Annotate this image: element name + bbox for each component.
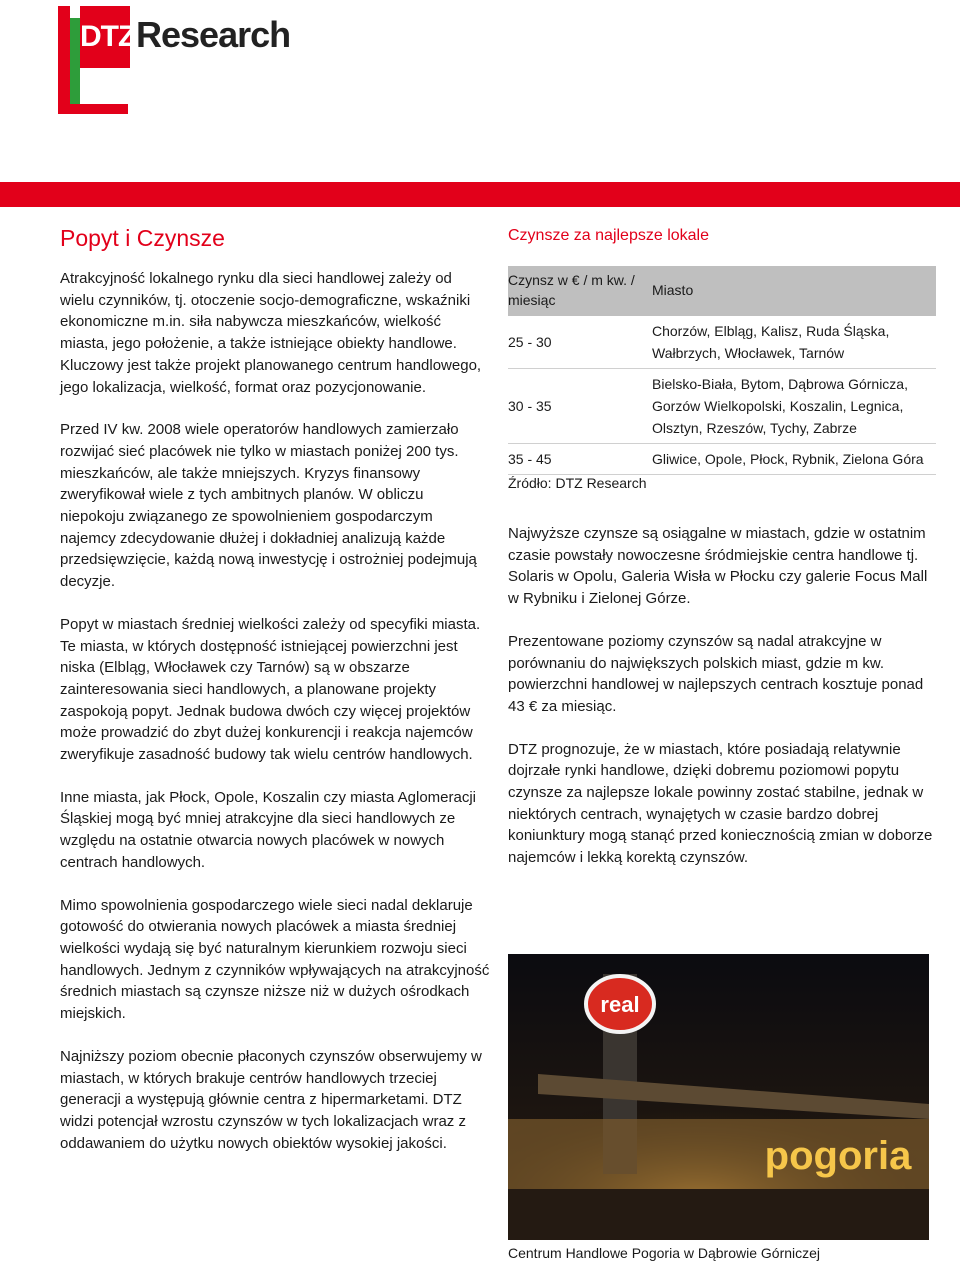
table-header-rent: Czynsz w € / m kw. / miesiąc — [508, 266, 652, 316]
logo-dtz-mark: DTZ — [80, 6, 130, 68]
paragraph: Przed IV kw. 2008 wiele operatorów handlowych zamierzało rozwijać sieć placówek nie tylko w miastach poniżej 200 tys. mieszkańców, ale także mniejszych. Kryzys finansowy zweryfikował wiele z tych ambitnych planów. W obliczu niepokoju związanego ze spowolnieniem gospodarczym najemcy zdecydowanie dłużej i dokładniej analizują każde przedsięwzięcie, każdą nową inwestycję i ostrożniej podejmują decyzje. — [60, 421, 477, 591]
table-source: Źródło: DTZ Research — [508, 475, 647, 491]
rent-range: 25 - 30 — [508, 316, 652, 369]
city-list: Bielsko-Biała, Bytom, Dąbrowa Górnicza, Gorzów Wielkopolski, Koszalin, Legnica, Olsztyn, Rzeszów, Tychy, Zabrze — [652, 369, 936, 444]
rent-table — [508, 266, 936, 475]
table-header-city: Miasto — [652, 266, 936, 316]
photo-pogoria-text: pogoria — [764, 1134, 912, 1178]
paragraph: Mimo spowolnienia gospodarczego wiele sieci nadal deklaruje gotowość do otwierania nowych placówek a miasta średniej wielkości wydają się być naturalnym kierunkiem rozwoju sieci handlowych. Jednym z czynników wpływających na atrakcyjność średnich miastach są czynsze niższe niż w dużych ośrodkach miejskich. — [60, 896, 490, 1023]
paragraph: Najwyższe czynsze są osiągalne w miastach, gdzie w ostatnim czasie powstały nowoczesne śródmiejskie centra handlowe tj. Solaris w Opolu, Galeria Wisła w Płocku czy galerie Focus Mall w Rybniku i Zielonej Górze. — [508, 525, 928, 608]
table-row — [508, 316, 936, 369]
dtz-research-logo — [58, 6, 318, 114]
paragraph: Popyt w miastach średniej wielkości zależy od specyfiki miasta. Te miasta, w których dostępność istniejącej powierzchni jest niska (Elbląg, Włocławek czy Tarnów) są w obszarze zainteresowania sieci handlowych, a planowane projekty zaspokoją popyt. Jednak budowa dwóch czy więcej projektów może prowadzić do zbyt dużej konkurencji i reakcja najemców zweryfikuje zasadność budowy tak wielu centrów handlowych. — [60, 615, 481, 764]
left-column — [60, 222, 490, 1175]
logo-research-wordmark: Research — [136, 14, 291, 55]
rent-range: 30 - 35 — [508, 369, 652, 444]
paragraph: Prezentowane poziomy czynszów są nadal atrakcyjne w porównaniu do największych polskich miast, gdzie m kw. powierzchni handlowej w najlepszych centrach kosztuje ponad 43 € za miesiąc. — [508, 632, 924, 715]
section-title: Popyt i Czynsze — [60, 225, 225, 251]
paragraph: Najniższy poziom obecnie płaconych czynszów obserwujemy w miastach, w których brakuje centrów handlowych trzeciej generacji a występują głównie centra z hipermarketami. DTZ widzi potencjał wzrostu czynszów w tych lokalizacjach wraz z oddawaniem do użytku nowych obiektów wysokiej jakości. — [60, 1047, 482, 1152]
header-divider — [0, 182, 960, 207]
photo-caption: Centrum Handlowe Pogoria w Dąbrowie Górniczej — [508, 1245, 821, 1261]
right-column — [508, 222, 936, 890]
paragraph: DTZ prognozuje, że w miastach, które posiadają relatywnie dojrzałe rynki handlowe, dzięki dobremu poziomowi popytu czynsze za najlepsze lokale powinny zostać stabilne, jednak w niektórych centrach, wynajętych w czasie bardzo dobrej koniunktury mogą stanąć przed koniecznością zmian w doborze najemców i lekką korektą czynszów. — [508, 740, 933, 867]
photo-real-text: real — [600, 992, 640, 1017]
city-list: Gliwice, Opole, Płock, Rybnik, Zielona Góra — [652, 444, 936, 475]
paragraph: Atrakcyjność lokalnego rynku dla sieci handlowej zależy od wielu czynników, tj. otoczenie socjo-demograficzne, wskaźniki ekonomiczne m.in. siła nabywcza mieszkańców, wielkość miasta, jego położenie, a także istniejące obiekty handlowe. Kluczowy jest także projekt planowanego centrum handlowego, jego lokalizacja, wielkość, format oraz pozycjonowanie. — [60, 270, 482, 396]
logo-green-bar — [70, 18, 80, 114]
table-title: Czynsze za najlepsze lokale — [508, 227, 709, 244]
mall-photo — [508, 954, 929, 1240]
logo-red-foot — [58, 104, 128, 114]
table-row — [508, 369, 936, 444]
photo-ground — [508, 1189, 929, 1240]
rent-range: 35 - 45 — [508, 444, 652, 475]
table-row — [508, 444, 936, 475]
city-list: Chorzów, Elbląg, Kalisz, Ruda Śląska, Wałbrzych, Włocławek, Tarnów — [652, 316, 936, 369]
paragraph: Inne miasta, jak Płock, Opole, Koszalin czy miasta Aglomeracji Śląskiej mogą być mniej atrakcyjne dla sieci handlowych ze względu na ostatnie otwarcia nowych placówek w nowych centrach handlowych. — [60, 788, 477, 871]
logo-red-bar — [58, 6, 70, 114]
